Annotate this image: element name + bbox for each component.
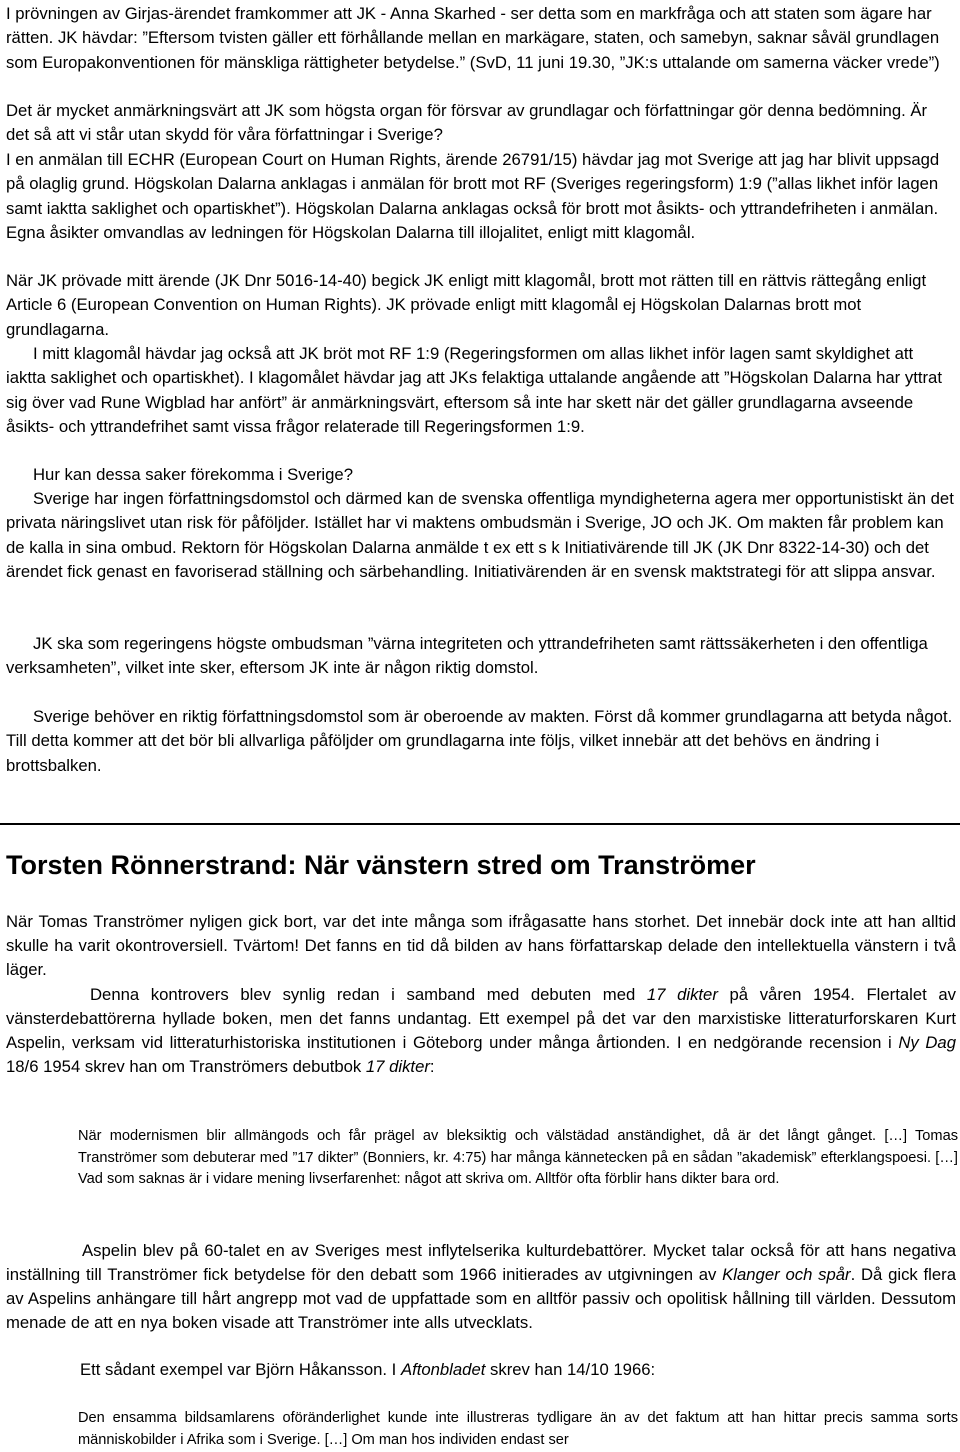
book-title-17-dikter: 17 dikter	[646, 985, 718, 1004]
newspaper-ny-dag: Ny Dag	[898, 1033, 956, 1053]
article-heading: Torsten Rönnerstrand: När vänstern stred om Tranströmer	[6, 850, 756, 880]
paragraph-transtromer-intro: När Tomas Tranströmer nyligen gick bort, var det inte många som ifrågasatte hans storhet. Det innebär dock inte att han alltid skulle ha varit okontroversiell. Tvärtom! Det fanns en tid då bilden av hans författarskap delade den intellektuella vänstern i två läger.	[6, 912, 956, 980]
paragraph-rf-complaint: I mitt klagomål hävdar jag också att JK bröt mot RF 1:9 (Regeringsformen om allas likhet inför lagen samt skyldighet att iaktta saklighet och opartiskhet). I klagomålet hävdar jag att JKs felaktiga uttalande angående att ”Högskolan Dalarna har yttrat sig över vad Rune Wigblad har anfört” är anmärkningsvärt, eftersom så inte har skett när det gäller grundlagarna avseende åsikts- och yttrandefrihet samt vissa frågor relaterade till Regeringsformen 1:9.	[6, 344, 942, 436]
paragraph-needs-court: Sverige behöver en riktig författningsdomstol som är oberoende av makten. Först då kommer grundlagarna att betyda något. Till detta kommer att det bör bli allvarliga påföljder om grundlagarna inte följs, vilket innebär att det behövs en ändring i brottsbalken.	[6, 707, 953, 775]
paragraph-girjas: I prövningen av Girjas-ärendet framkommer att JK - Anna Skarhed - ser detta som en markfråga och att staten som ägare har rätten. JK hävdar: ”Eftersom tvisten gäller ett förhållande mellan en markägare, staten, och samebyn, saknar såväl grundlagen som Europakonventionen för mänskliga rättigheter betydelse.” (SvD, 11 juni 19.30, ”JK:s uttalande om samerna väcker vrede”)	[6, 4, 940, 72]
paragraph-jk-trial: När JK prövade mitt ärende (JK Dnr 5016-14-40) begick JK enligt mitt klagomål, brott mot rätten till en rättvis rättegång enligt Article 6 (European Convention on Human Rights). JK prövade enligt mitt klagomål ej Högskolan Dalarnas brott mot grundlagarna.	[6, 271, 927, 339]
section-divider	[0, 823, 960, 825]
paragraph-constitution-court: Sverige har ingen författningsdomstol och därmed kan de svenska offentliga myndigheterna agera mer opportunistiskt än det privata näringslivet utan risk för påföljder. Istället har vi maktens ombudsmän i Sverige, JO och JK. Om makten får problem kan de kalla in sina ombud. Rektorn för Högskolan Dalarna anmälde t ex ett s k Initiativärende till JK (JK Dnr 8322-14-30) och det ärendet fick genast en favoriserad ställning och särbehandling. Initiativärenden är en svensk maktstrategi för att slippa ansvar.	[6, 489, 954, 581]
paragraph-jk-assessment: Det är mycket anmärkningsvärt att JK som högsta organ för försvar av grundlagar och författningar gör denna bedömning. Är det så att vi står utan skydd för våra författningar i Sverige?	[6, 101, 928, 145]
newspaper-aftonbladet: Aftonbladet	[400, 1360, 486, 1379]
book-title-17-dikter-2: 17 dikter	[365, 1057, 430, 1077]
paragraph-jk-ombudsman: JK ska som regeringens högste ombudsman ”värna integriteten och yttrandefriheten samt rättssäkerheten i den offentliga verksamheten”, vilket inte sker, eftersom JK inte är någon riktig domstol.	[6, 634, 928, 678]
blockquote-hakansson: Den ensamma bildsamlarens oföränderlighet kunde inte illustreras tydligare än av det faktum att han hittar precis samma sorts människobilder i Afrika som i Sverige. […] Om man hos individen endast ser	[78, 1410, 958, 1448]
paragraph-aspelin-influence: Aspelin blev på 60-talet en av Sveriges mest inflytelserika kulturdebattörer. Mycket talar också för att hans negativa inställning till Tranströmer fick betydelse för den debatt som 1966 initierades av utgivningen av Klanger och spår. Då gick flera av Aspelins anhängare till hårt angrepp mot vad de uppfattade som en alltför passiv och opolitisk hållning till världen. Dessutom menade de att en nya boken visade att Tranströmer inte alls utvecklats.	[6, 1241, 956, 1333]
paragraph-question: Hur kan dessa saker förekomma i Sverige?	[33, 465, 353, 484]
paragraph-hakansson: Ett sådant exempel var Björn Håkansson. I Aftonbladet skrev han 14/10 1966:	[80, 1360, 656, 1379]
book-title-klanger-och-spar: Klanger och spår	[722, 1265, 851, 1285]
paragraph-debut-controversy: Denna kontrovers blev synlig redan i samband med debuten med 17 dikter på våren 1954. Flertalet av vänsterdebattörerna hyllade boken, men det fanns undantag. Ett exempel på det var den marxistiske litteraturforskaren Kurt Aspelin, verksam vid litteraturhistoriska institutionen i Göteborg under många årtionden. I en nedgörande recension i Ny Dag 18/6 1954 skrev han om Tranströmers debutbok 17 dikter:	[6, 985, 956, 1077]
paragraph-echr: I en anmälan till ECHR (European Court on Human Rights, ärende 26791/15) hävdar jag mot Sverige att jag har blivit uppsagd på olaglig grund. Högskolan Dalarna anklagas i anmälan för brott mot RF (Sveriges regeringsform) 1:9 (”allas likhet inför lagen samt iaktta saklighet och opartiskhet”). Högskolan Dalarna anklagas också för brott mot åsikts- och yttrandefriheten i anmälan. Egna åsikter omvandlas av ledningen för Högskolan Dalarna till illojalitet, enligt mitt klagomål.	[6, 150, 940, 242]
blockquote-aspelin: När modernismen blir allmängods och får prägel av bleksiktig och välstädad anständighet, då är det långt gånget. […] Tomas Tranströmer som debuterar med ”17 dikter” (Bonniers, kr. 4:75) har många kännetecken på en sådan ”akademisk” efterklangspoesi. […] Vad som saknas är i vidare mening livserfarenhet: något att skriva om. Alltför ofta förblir hans dikter bara ord.	[78, 1128, 958, 1188]
